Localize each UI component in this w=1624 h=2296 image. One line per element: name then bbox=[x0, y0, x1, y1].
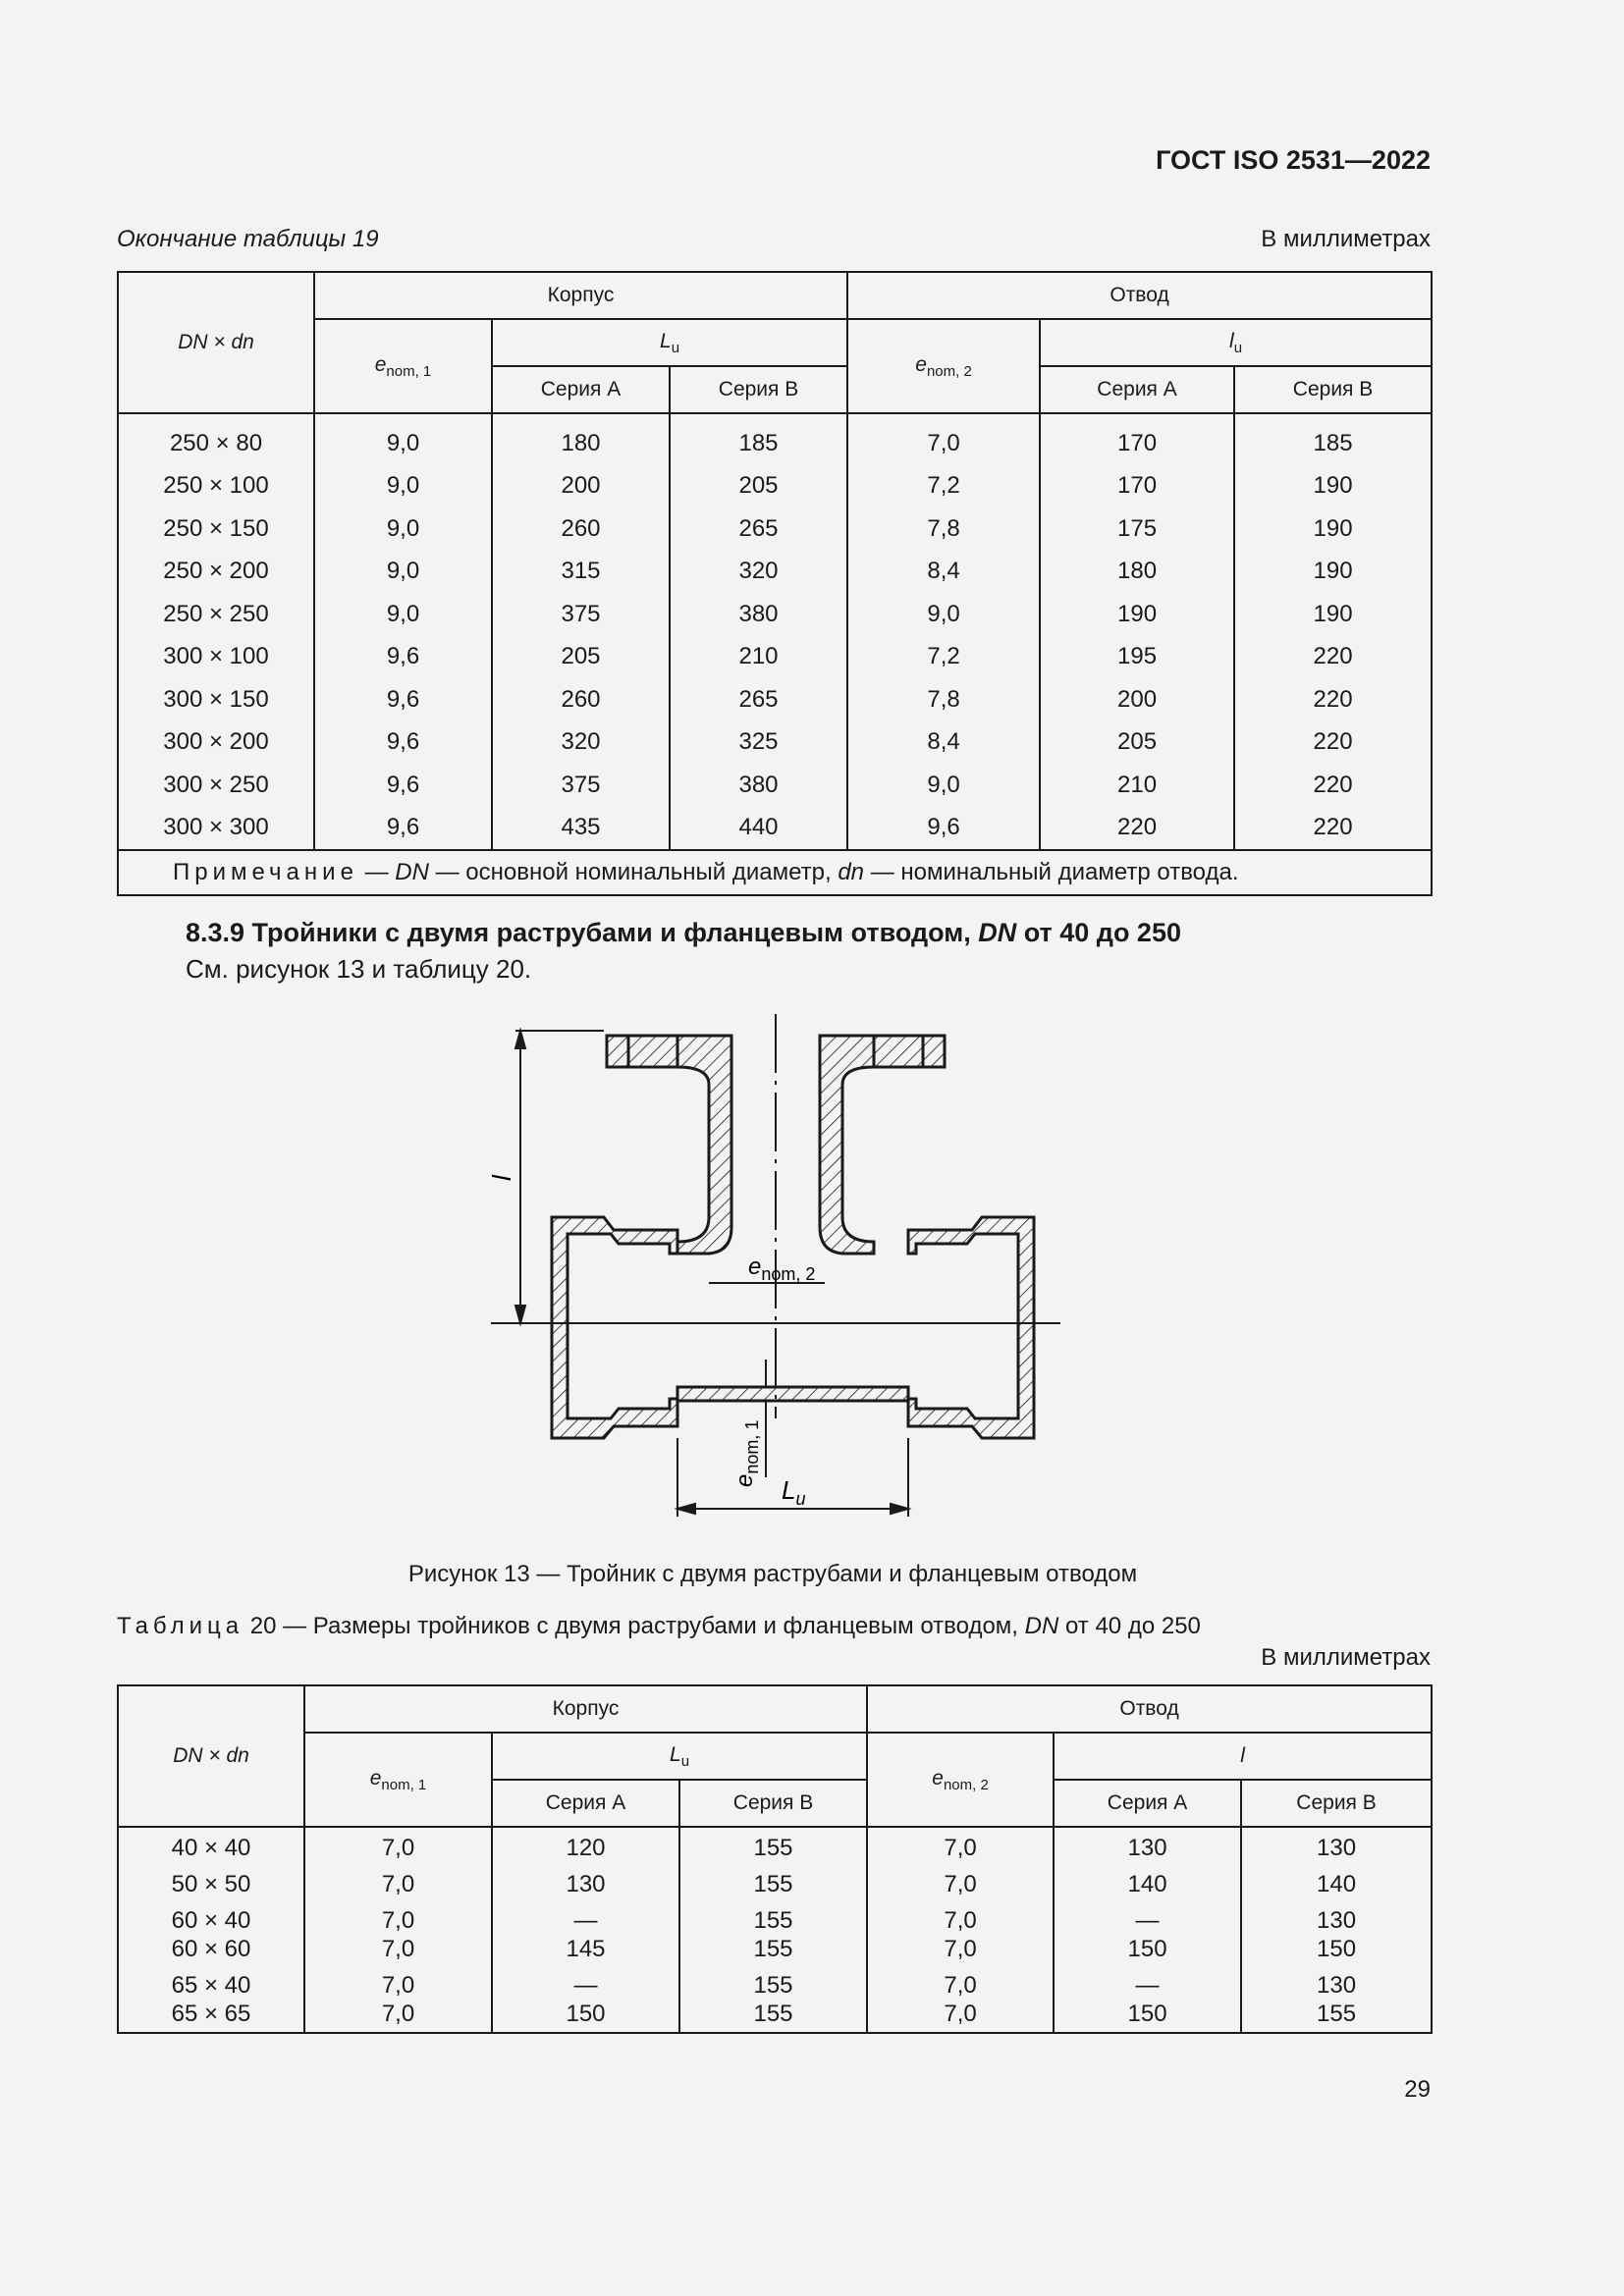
col-lu2-header: $l_u$ bbox=[1040, 319, 1432, 366]
table-cell: 250 × 200 bbox=[118, 551, 314, 594]
cell-line: 7,0 bbox=[944, 1871, 977, 1897]
table-cell: 190 bbox=[1040, 593, 1234, 636]
table-row bbox=[118, 721, 1432, 765]
cell-line: 155 bbox=[753, 1972, 793, 1999]
table19-units: В миллиметрах bbox=[1261, 226, 1431, 252]
table-cell bbox=[1054, 1866, 1241, 1902]
table20-caption: Таблица 20 — Размеры тройников с двумя раструбами и фланцевым отводом, DN от 40 до 250 bbox=[117, 1613, 1201, 1639]
table-cell: 300 × 200 bbox=[118, 721, 314, 765]
cell-line: 40 × 40 bbox=[171, 1835, 251, 1861]
table-cell: 220 bbox=[1040, 807, 1234, 851]
branch-wall-left bbox=[677, 1036, 731, 1254]
cell-line: 120 bbox=[566, 1835, 606, 1861]
cell-line: 150 bbox=[566, 2001, 606, 2027]
col-corpus-header: Корпус bbox=[304, 1685, 867, 1733]
table-cell: 250 × 80 bbox=[118, 413, 314, 465]
table-row bbox=[118, 413, 1432, 465]
col-lu-header: $L_u$ bbox=[492, 1733, 867, 1780]
flange-left bbox=[628, 1036, 677, 1067]
table-row bbox=[118, 764, 1432, 807]
table-cell: 375 bbox=[492, 593, 670, 636]
table-row bbox=[118, 636, 1432, 679]
table-cell bbox=[118, 1866, 304, 1902]
table-cell bbox=[304, 1827, 492, 1866]
col-series-b: Серия В bbox=[1234, 366, 1432, 413]
cell-line: 155 bbox=[753, 1907, 793, 1934]
cell-line: 65 × 65 bbox=[171, 2001, 251, 2027]
flange-right-bolt bbox=[923, 1036, 945, 1067]
label-lu: $L_u$ bbox=[782, 1475, 806, 1509]
flange-left-bolt bbox=[607, 1036, 628, 1067]
cell-line: 150 bbox=[1317, 1936, 1357, 1962]
table-cell: 7,8 bbox=[847, 507, 1040, 551]
table19-caption: Окончание таблицы 19 bbox=[117, 226, 379, 252]
cell-line: 130 bbox=[1317, 1907, 1357, 1934]
table-row bbox=[118, 551, 1432, 594]
col-lu-header: $L_u$ bbox=[492, 319, 847, 366]
table-cell: 250 × 100 bbox=[118, 465, 314, 508]
cell-line: 50 × 50 bbox=[171, 1871, 251, 1897]
cell-line: 155 bbox=[1317, 2001, 1357, 2027]
table19-note: Примечание — DN — основной номинальный диаметр, dn — номинальный диаметр отвода. bbox=[118, 850, 1432, 895]
table-cell bbox=[867, 1967, 1054, 2033]
cell-line: 155 bbox=[753, 1871, 793, 1897]
cell-line: 65 × 40 bbox=[171, 1972, 251, 1999]
table-cell: 220 bbox=[1234, 764, 1432, 807]
table-cell: 9,0 bbox=[847, 593, 1040, 636]
table-cell bbox=[1241, 1902, 1432, 1967]
document-id: ГОСТ ISO 2531—2022 bbox=[1156, 145, 1431, 175]
cell-line: 150 bbox=[1127, 1936, 1167, 1962]
cell-line: 155 bbox=[753, 1936, 793, 1962]
table-row bbox=[118, 465, 1432, 508]
table-cell bbox=[1241, 1967, 1432, 2033]
table-cell: 190 bbox=[1234, 593, 1432, 636]
table-cell: 180 bbox=[1040, 551, 1234, 594]
table-cell bbox=[492, 1902, 679, 1967]
col-branch-header: Отвод bbox=[847, 272, 1432, 319]
table-cell: 185 bbox=[670, 413, 847, 465]
col-series-a: Серия А bbox=[492, 1780, 679, 1827]
table-row bbox=[118, 1866, 1432, 1902]
table-row bbox=[118, 1967, 1432, 2033]
table-cell: 220 bbox=[1234, 678, 1432, 721]
table-cell: 175 bbox=[1040, 507, 1234, 551]
col-series-a: Серия А bbox=[1040, 366, 1234, 413]
table-cell bbox=[1241, 1866, 1432, 1902]
table-row bbox=[118, 593, 1432, 636]
table-cell: 260 bbox=[492, 507, 670, 551]
col-l-header: l bbox=[1054, 1733, 1432, 1780]
table-cell: 205 bbox=[670, 465, 847, 508]
table-cell: 200 bbox=[492, 465, 670, 508]
cell-line: 7,0 bbox=[381, 1871, 415, 1897]
table-cell bbox=[1054, 1902, 1241, 1967]
label-l: l bbox=[487, 1175, 516, 1181]
table-cell: 250 × 150 bbox=[118, 507, 314, 551]
table-cell bbox=[1054, 1827, 1241, 1866]
socket-right bbox=[908, 1217, 1034, 1438]
table19-body bbox=[118, 413, 1432, 850]
table-cell bbox=[679, 1902, 867, 1967]
table-cell: 300 × 150 bbox=[118, 678, 314, 721]
table-cell: 440 bbox=[670, 807, 847, 851]
cell-line: 130 bbox=[1127, 1835, 1167, 1861]
table-cell: 315 bbox=[492, 551, 670, 594]
table-cell: 190 bbox=[1234, 507, 1432, 551]
cell-line: 7,0 bbox=[381, 1936, 415, 1962]
table-cell: 380 bbox=[670, 764, 847, 807]
run-wall-bottom bbox=[677, 1387, 908, 1401]
table-cell: 195 bbox=[1040, 636, 1234, 679]
cell-line: 7,0 bbox=[381, 1907, 415, 1934]
cell-line: 140 bbox=[1127, 1871, 1167, 1897]
table-cell: 265 bbox=[670, 678, 847, 721]
table-cell: 9,6 bbox=[314, 636, 492, 679]
table-cell bbox=[867, 1902, 1054, 1967]
table-cell: 205 bbox=[1040, 721, 1234, 765]
col-corpus-header: Корпус bbox=[314, 272, 847, 319]
cell-line: 7,0 bbox=[944, 1936, 977, 1962]
table-cell: 9,0 bbox=[314, 465, 492, 508]
table-cell bbox=[492, 1967, 679, 2033]
cell-line: 130 bbox=[566, 1871, 606, 1897]
table-cell: 9,6 bbox=[314, 764, 492, 807]
table-cell: 190 bbox=[1234, 551, 1432, 594]
table-cell bbox=[679, 1866, 867, 1902]
table-cell: 7,0 bbox=[847, 413, 1040, 465]
table-cell: 210 bbox=[670, 636, 847, 679]
cell-line: 60 × 60 bbox=[171, 1936, 251, 1962]
cell-line: 7,0 bbox=[944, 1835, 977, 1861]
cell-line: 7,0 bbox=[381, 1835, 415, 1861]
col-series-b: Серия В bbox=[670, 366, 847, 413]
table-cell: 9,0 bbox=[314, 413, 492, 465]
tee-body bbox=[552, 1036, 1034, 1438]
col-dn-header: DN × dn bbox=[118, 1685, 304, 1827]
table-cell: 320 bbox=[670, 551, 847, 594]
table-cell: 9,6 bbox=[314, 678, 492, 721]
cell-line: — bbox=[573, 1907, 598, 1934]
label-e2: $e_{nom, 2}$ bbox=[748, 1254, 816, 1284]
flange-right bbox=[874, 1036, 923, 1067]
table-row bbox=[118, 1902, 1432, 1967]
table-cell: 320 bbox=[492, 721, 670, 765]
table-cell: 265 bbox=[670, 507, 847, 551]
socket-left bbox=[552, 1217, 677, 1438]
cell-line: 7,0 bbox=[381, 1972, 415, 1999]
table-cell: 220 bbox=[1234, 636, 1432, 679]
table-cell bbox=[304, 1902, 492, 1967]
col-series-b: Серия В bbox=[1241, 1780, 1432, 1827]
table-cell bbox=[304, 1866, 492, 1902]
table-cell: 9,6 bbox=[847, 807, 1040, 851]
table-cell: 210 bbox=[1040, 764, 1234, 807]
col-series-b: Серия В bbox=[679, 1780, 867, 1827]
page-number: 29 bbox=[1404, 2076, 1431, 2103]
table-cell: 9,6 bbox=[314, 807, 492, 851]
table-cell: 185 bbox=[1234, 413, 1432, 465]
table-cell bbox=[118, 1967, 304, 2033]
table-cell: 7,2 bbox=[847, 636, 1040, 679]
table-cell bbox=[304, 1967, 492, 2033]
table-cell: 170 bbox=[1040, 413, 1234, 465]
table-cell bbox=[492, 1827, 679, 1866]
table-cell bbox=[1054, 1967, 1241, 2033]
table20-units: В миллиметрах bbox=[1261, 1644, 1431, 1671]
cell-line: 7,0 bbox=[381, 2001, 415, 2027]
col-e1-header: $e_{nom, 1}$ bbox=[304, 1733, 492, 1827]
cell-line: — bbox=[1135, 1972, 1160, 1999]
table-cell: 300 × 300 bbox=[118, 807, 314, 851]
table-cell: 325 bbox=[670, 721, 847, 765]
tee-drawing bbox=[487, 1006, 1080, 1536]
table-cell: 7,8 bbox=[847, 678, 1040, 721]
cell-line: 7,0 bbox=[944, 1907, 977, 1934]
table-cell bbox=[679, 1967, 867, 2033]
cell-line: — bbox=[1135, 1907, 1160, 1934]
cell-line: 150 bbox=[1127, 2001, 1167, 2027]
table-cell bbox=[118, 1827, 304, 1866]
table-cell: 170 bbox=[1040, 465, 1234, 508]
cell-line: 140 bbox=[1317, 1871, 1357, 1897]
cell-line: 7,0 bbox=[944, 2001, 977, 2027]
label-e1: $e_{nom, 1}$ bbox=[731, 1419, 762, 1487]
table-cell: 8,4 bbox=[847, 551, 1040, 594]
cell-line: 130 bbox=[1317, 1972, 1357, 1999]
table-cell bbox=[679, 1827, 867, 1866]
cell-line: 60 × 40 bbox=[171, 1907, 251, 1934]
table-row bbox=[118, 807, 1432, 851]
col-series-a: Серия А bbox=[1054, 1780, 1241, 1827]
cell-line: 155 bbox=[753, 2001, 793, 2027]
cell-line: 7,0 bbox=[944, 1972, 977, 1999]
table-cell: 9,0 bbox=[314, 507, 492, 551]
table-row bbox=[118, 678, 1432, 721]
cell-line: 130 bbox=[1317, 1835, 1357, 1861]
table-cell: 9,0 bbox=[314, 593, 492, 636]
table-cell: 200 bbox=[1040, 678, 1234, 721]
table-cell: 220 bbox=[1234, 721, 1432, 765]
table-cell: 9,6 bbox=[314, 721, 492, 765]
section-heading: 8.3.9 Тройники с двумя раструбами и фланцевым отводом, DN от 40 до 250 bbox=[186, 918, 1181, 947]
col-series-a: Серия А bbox=[492, 366, 670, 413]
table-cell: 375 bbox=[492, 764, 670, 807]
cell-line: 155 bbox=[753, 1835, 793, 1861]
table-cell bbox=[867, 1827, 1054, 1866]
col-e1-header: $e_{nom, 1}$ bbox=[314, 319, 492, 413]
table-20 bbox=[117, 1684, 1433, 2034]
table-cell: 7,2 bbox=[847, 465, 1040, 508]
table-cell: 9,0 bbox=[847, 764, 1040, 807]
table-cell bbox=[118, 1902, 304, 1967]
table-cell: 190 bbox=[1234, 465, 1432, 508]
table-cell: 9,0 bbox=[314, 551, 492, 594]
table-cell: 435 bbox=[492, 807, 670, 851]
table-row bbox=[118, 507, 1432, 551]
table-19 bbox=[117, 271, 1433, 896]
cell-line: 145 bbox=[566, 1936, 606, 1962]
table20-body bbox=[118, 1827, 1432, 2033]
table-row bbox=[118, 1827, 1432, 1866]
col-dn-header: DN × dn bbox=[118, 272, 314, 413]
col-e2-header: $e_{nom, 2}$ bbox=[847, 319, 1040, 413]
col-e2-header: $e_{nom, 2}$ bbox=[867, 1733, 1054, 1827]
col-branch-header: Отвод bbox=[867, 1685, 1432, 1733]
table-cell: 8,4 bbox=[847, 721, 1040, 765]
table-cell bbox=[1241, 1827, 1432, 1866]
table-cell: 180 bbox=[492, 413, 670, 465]
table-cell bbox=[867, 1866, 1054, 1902]
table-cell: 380 bbox=[670, 593, 847, 636]
section-reference: См. рисунок 13 и таблицу 20. bbox=[186, 954, 532, 984]
table-cell: 205 bbox=[492, 636, 670, 679]
table-cell bbox=[492, 1866, 679, 1902]
table-cell: 300 × 250 bbox=[118, 764, 314, 807]
branch-wall-right bbox=[820, 1036, 874, 1254]
table-cell: 300 × 100 bbox=[118, 636, 314, 679]
table-cell: 220 bbox=[1234, 807, 1432, 851]
figure-caption: Рисунок 13 — Тройник с двумя раструбами и фланцевым отводом bbox=[407, 1561, 1138, 1587]
table-cell: 260 bbox=[492, 678, 670, 721]
cell-line: — bbox=[573, 1972, 598, 1999]
table-cell: 250 × 250 bbox=[118, 593, 314, 636]
